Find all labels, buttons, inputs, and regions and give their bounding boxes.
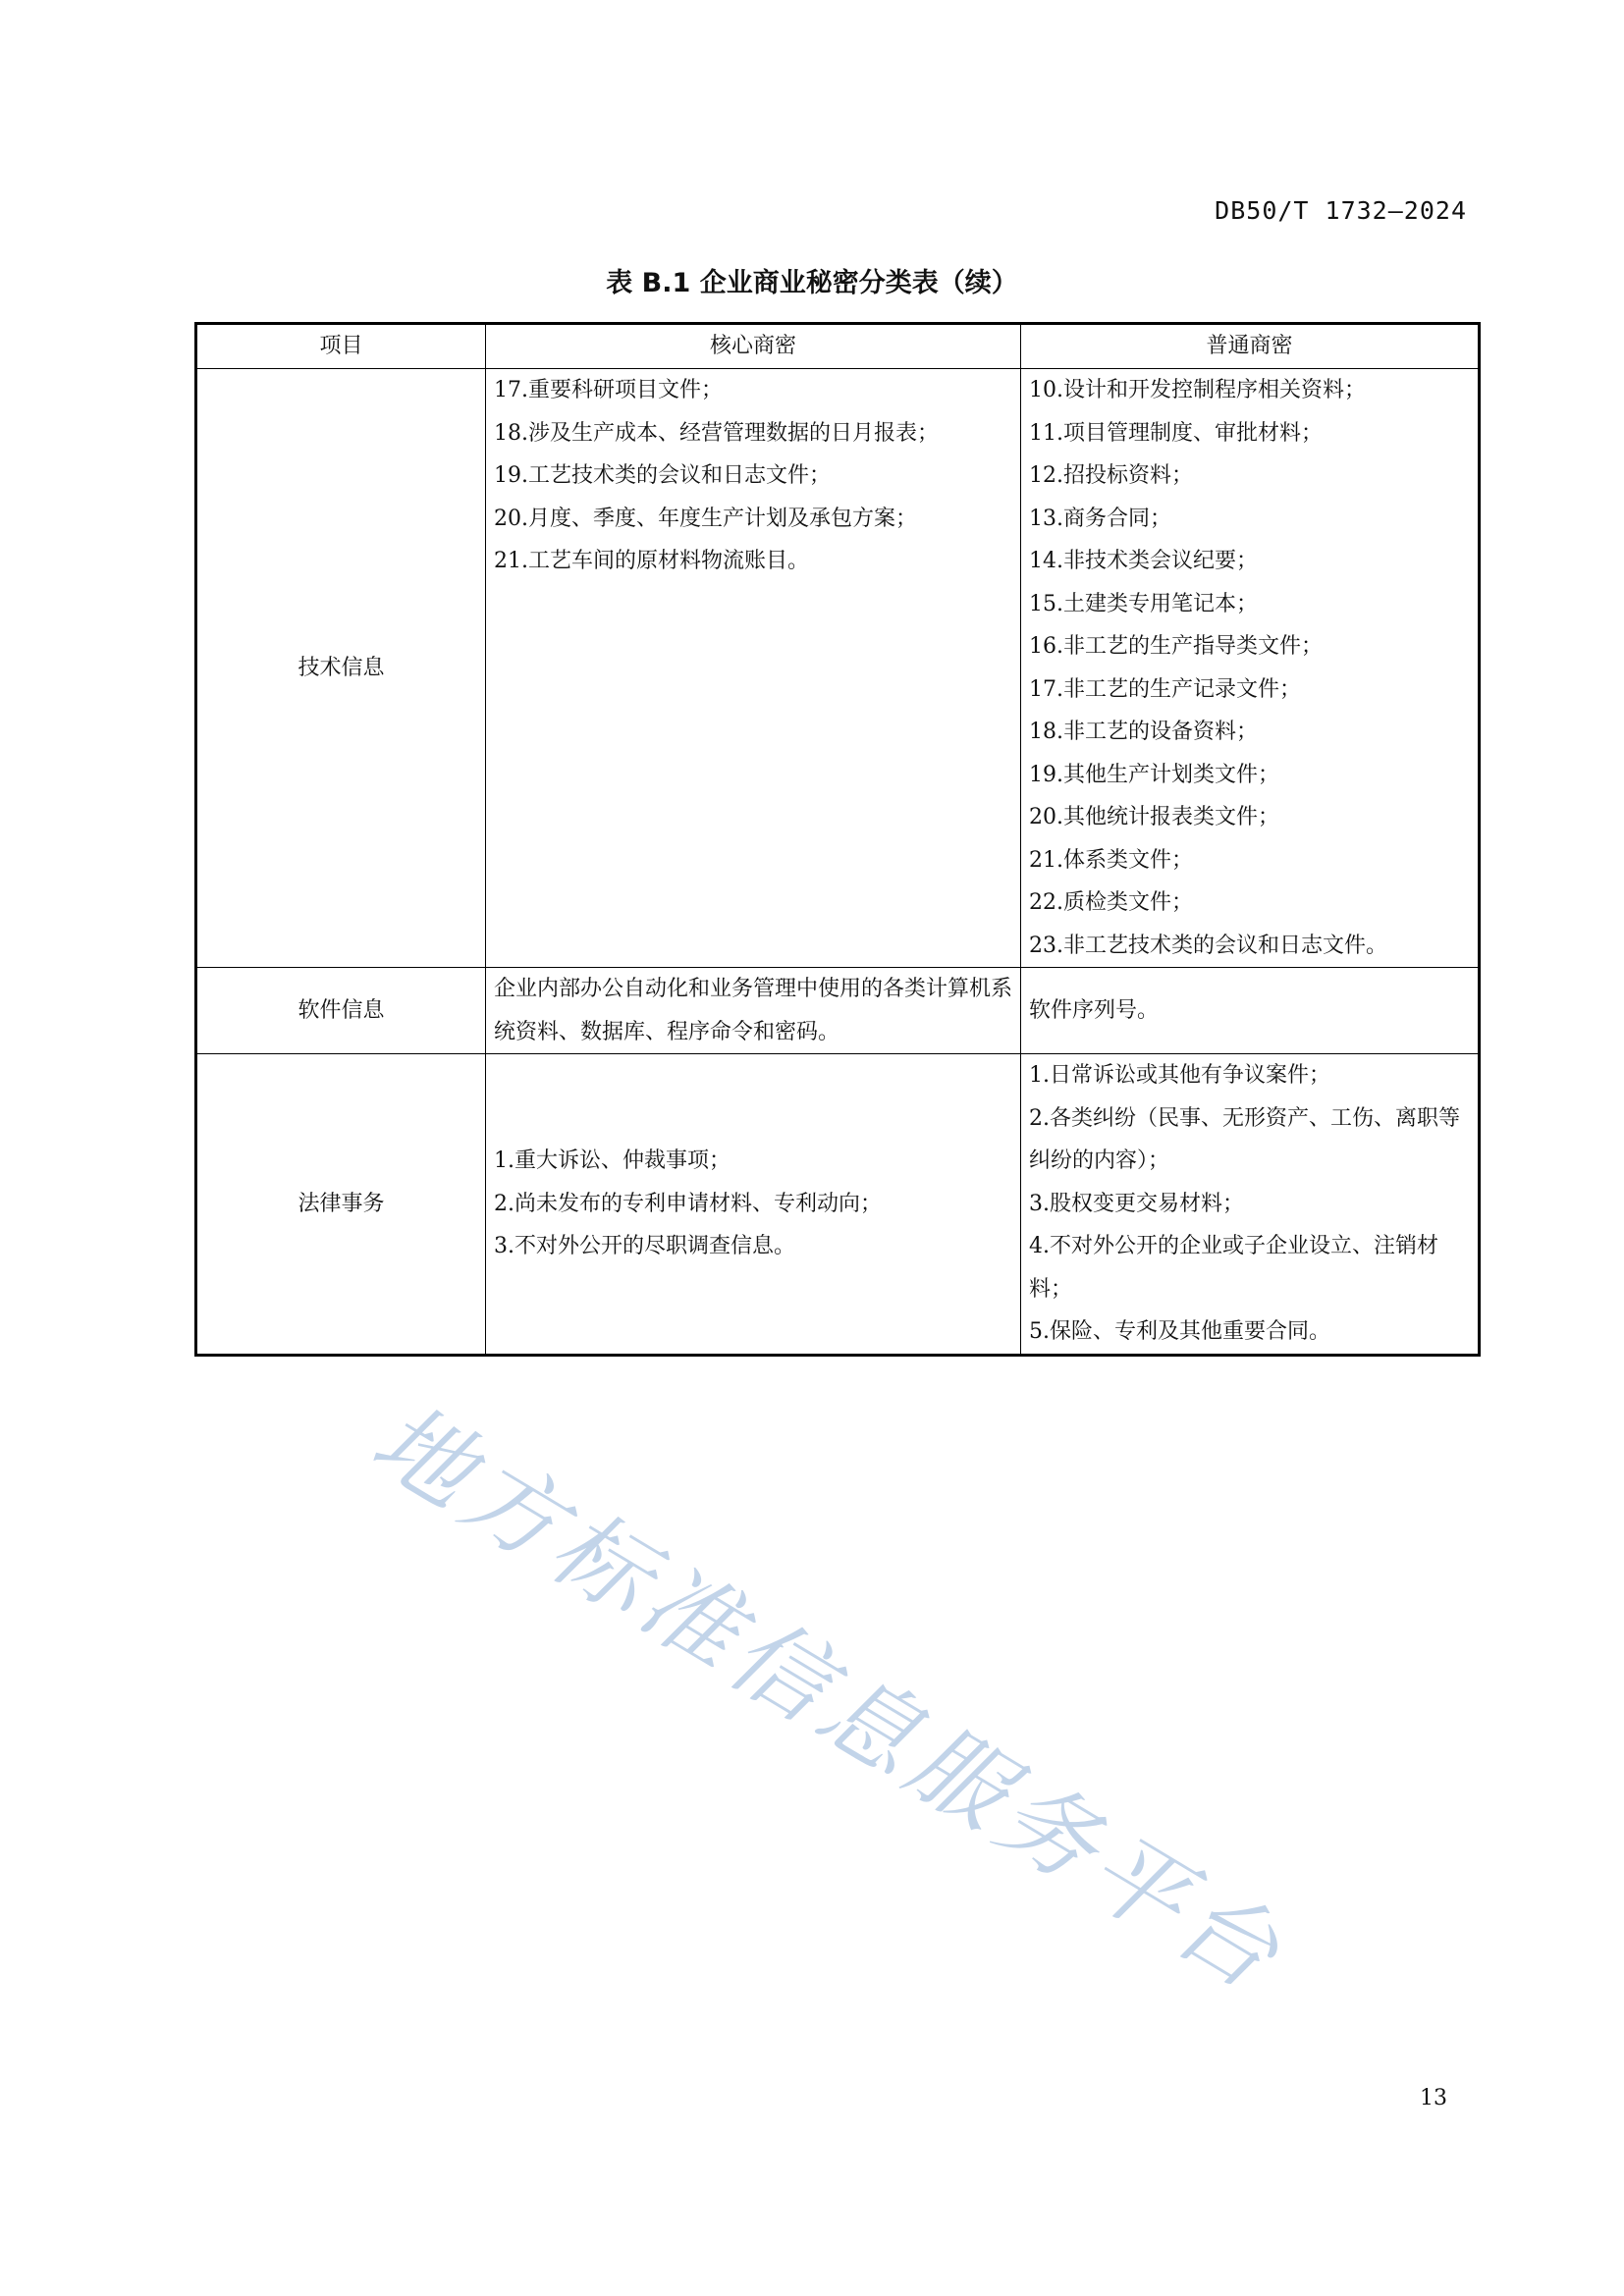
general-item: 18.非工艺的设备资料； [1029, 720, 1258, 744]
general-item: 2.各类纠纷（民事、无形资产、工伤、离职等纠纷的内容）； [1029, 1105, 1460, 1173]
general-item: 16.非工艺的生产指导类文件； [1029, 634, 1323, 659]
category-cell: 技术信息 [196, 369, 486, 968]
general-item: 1.日常诉讼或其他有争议案件； [1029, 1063, 1330, 1088]
core-item: 企业内部办公自动化和业务管理中使用的各类计算机系统资料、数据库、程序命令和密码。 [494, 977, 1013, 1044]
column-header-item: 项目 [196, 324, 486, 369]
general-item: 17.非工艺的生产记录文件； [1029, 676, 1301, 702]
general-item: 23.非工艺技术类的会议和日志文件。 [1029, 933, 1387, 958]
general-item: 19.其他生产计划类文件； [1029, 762, 1279, 787]
general-item: 11.项目管理制度、审批材料； [1029, 420, 1323, 446]
general-item: 15.土建类专用笔记本； [1029, 591, 1258, 616]
general-item: 12.招投标资料； [1029, 463, 1193, 488]
column-header-general: 普通商密 [1021, 324, 1480, 369]
general-secrets-cell [1021, 968, 1480, 1054]
core-item: 2.尚未发布的专利申请材料、专利动向； [494, 1191, 882, 1216]
general-secrets-cell [1021, 1054, 1480, 1356]
core-item: 18.涉及生产成本、经营管理数据的日月报表； [494, 420, 939, 446]
general-item: 20.其他统计报表类文件； [1029, 805, 1279, 829]
general-item: 22.质检类文件； [1029, 890, 1193, 915]
table-row-legal [196, 1054, 1480, 1356]
watermark: 地方标准信息服务平台 [352, 1382, 1304, 2015]
general-item: 14.非技术类会议纪要； [1029, 549, 1258, 573]
core-secrets-cell [486, 369, 1021, 968]
general-item: 4.不对外公开的企业或子企业设立、注销材料； [1029, 1234, 1438, 1302]
general-item: 10.设计和开发控制程序相关资料； [1029, 378, 1366, 402]
classification-table [194, 322, 1481, 1357]
general-item: 13.商务合同； [1029, 506, 1171, 531]
category-cell: 法律事务 [196, 1054, 486, 1356]
table-row-technical [196, 369, 1480, 968]
column-header-core: 核心商密 [486, 324, 1021, 369]
core-item: 19.工艺技术类的会议和日志文件； [494, 463, 831, 488]
table-title: 表 B.1 企业商业秘密分类表（续） [606, 268, 1018, 298]
core-item: 21.工艺车间的原材料物流账目。 [494, 549, 809, 573]
core-item: 3.不对外公开的尽职调查信息。 [494, 1234, 795, 1258]
core-item: 17.重要科研项目文件； [494, 378, 723, 402]
general-item: 21.体系类文件； [1029, 847, 1193, 873]
category-cell: 软件信息 [196, 968, 486, 1054]
core-item: 1.重大诉讼、仲裁事项； [494, 1148, 731, 1173]
core-secrets-cell [486, 968, 1021, 1054]
general-item: 5.保险、专利及其他重要合同。 [1029, 1319, 1330, 1344]
table-header-row [196, 324, 1480, 369]
core-item: 20.月度、季度、年度生产计划及承包方案； [494, 506, 917, 531]
document-code: DB50/T 1732—2024 [1215, 196, 1467, 225]
table-row-software [196, 968, 1480, 1054]
general-item: 软件序列号。 [1029, 997, 1160, 1023]
page-number: 13 [1420, 2086, 1447, 2110]
core-secrets-cell [486, 1054, 1021, 1356]
general-secrets-cell [1021, 369, 1480, 968]
general-item: 3.股权变更交易材料； [1029, 1191, 1244, 1216]
